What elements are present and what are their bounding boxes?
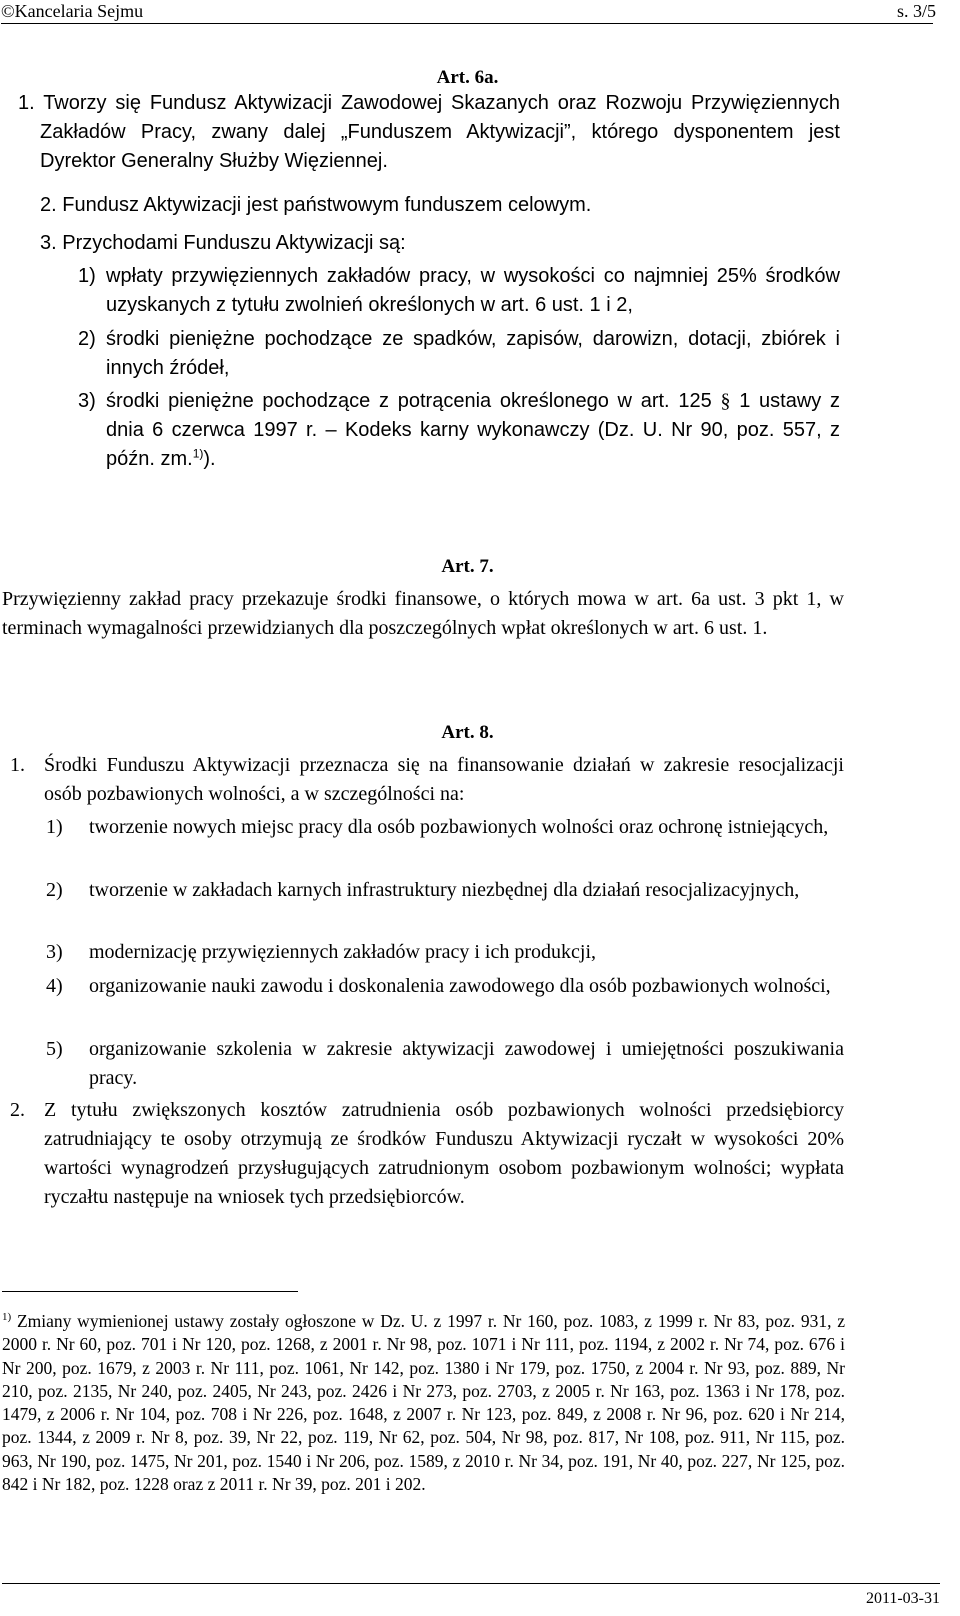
item-number: 2) [78, 328, 96, 350]
art-6a-paragraph-1: 1. Tworzy się Fundusz Aktywizacji Zawodowej Skazanych oraz Rozwoju Przywięziennych Zakładów Pracy, zwany dalej „Funduszem Aktywizacji”, którego dysponentem jest Dyrektor Generalny Służby Więziennej. [18, 92, 840, 172]
item-number: 4) [46, 975, 63, 997]
footnote-separator [2, 1291, 298, 1292]
art-8-item-1 [46, 813, 844, 842]
item-text-content: organizowanie nauki zawodu i doskonalenia zawodowego dla osób pozbawionych wolności, [89, 975, 831, 997]
footer-rule [2, 1583, 940, 1584]
item-text [78, 325, 840, 383]
paragraph-number: 1. [10, 754, 25, 776]
item-text-content: modernizację przywięziennych zakładów pracy i ich produkcji, [89, 941, 597, 963]
art-8-item-4 [46, 972, 844, 1001]
header-page-number: s. 3/5 [896, 1, 936, 21]
item-number: 1) [78, 265, 96, 287]
item-text-content: tworzenie w zakładach karnych infrastruktury niezbędnej dla działań resocjalizacyjnych, [89, 879, 800, 901]
item-text-content: środki pieniężne pochodzące ze spadków, zapisów, darowizn, dotacji, zbiórek i innych źródeł, [106, 328, 840, 379]
paragraph-text-content: Środki Funduszu Aktywizacji przeznacza się na finansowanie działań w zakresie resocjalizacji osób pozbawionych wolności, a w szczególności na: [44, 754, 844, 805]
art-8-heading: Art. 8. [441, 722, 494, 743]
item-text [46, 813, 844, 842]
art-6a-paragraph-2: 2. Fundusz Aktywizacji jest państwowym funduszem celowym. [40, 194, 592, 216]
item-number: 5) [46, 1038, 63, 1060]
item-text-content: tworzenie nowych miejsc pracy dla osób pozbawionych wolności oraz ochronę istniejących, [89, 816, 829, 838]
item-text-content: organizowanie szkolenia w zakresie aktywizacji zawodowej i umiejętności poszukiwania pracy. [89, 1038, 844, 1089]
page-header [0, 0, 960, 24]
paragraph-number: 2. [10, 1099, 25, 1121]
art-6a-paragraph-3: 3. Przychodami Funduszu Aktywizacji są: [40, 232, 406, 254]
art-8-item-2 [46, 876, 844, 905]
item-number: 3) [78, 390, 96, 412]
art-6a-item-3 [78, 387, 840, 474]
item-text-part-c: ). [203, 448, 216, 470]
item-text [46, 876, 844, 905]
art-6a-heading: Art. 6a. [436, 67, 499, 88]
item-number: 3) [46, 941, 63, 963]
art-7-heading: Art. 7. [441, 556, 494, 577]
item-text-part-b: 1 ustawy z dnia 6 czerwca 1997 r. – Kodeks karny wykonawczy (Dz. U. Nr 90, poz. 557, z późn. zm. [106, 390, 841, 470]
art-8-paragraph-1 [10, 751, 844, 809]
item-text [78, 387, 840, 474]
art-8-item-5 [46, 1035, 844, 1093]
footnote-text: Zmiany wymienionej ustawy zostały ogłoszone w Dz. U. z 1997 r. Nr 160, poz. 1083, z 1999 r. Nr 83, poz. 931, z 2000 r. Nr 60, poz. 701 i Nr 120, poz. 1268, z 2001 r. Nr 98, poz. 1071 i Nr 111, poz. 1194, z 2002 r. Nr 74, poz. 676 i Nr 200, poz. 1679, z 2003 r. Nr 111, poz. 1061, Nr 142, poz. 1380 i Nr 179, poz. 1750, z 2004 r. Nr 93, poz. 889, Nr 210, poz. 2135, Nr 240, poz. 2405, Nr 243, poz. 2426 i Nr 273, poz. 2703, z 2005 r. Nr 163, poz. 1363 i Nr 178, poz. 1479, z 2006 r. Nr 104, poz. 708 i Nr 226, poz. 1648, z 2007 r. Nr 123, poz. 849, z 2008 r. Nr 96, poz. 620 i Nr 214, poz. 1344, z 2009 r. Nr 8, poz. 39, Nr 22, poz. 119, Nr 62, poz. 504, Nr 98, poz. 817, Nr 108, poz. 911, Nr 115, poz. 963, Nr 190, poz. 1475, Nr 201, poz. 1540 i Nr 206, poz. 1589, z 2010 r. Nr 34, poz. 191, Nr 40, poz. 227, Nr 125, poz. 842 i Nr 182, poz. 1228 oraz z 2011 r. Nr 39, poz. 201 i 202. [2, 1311, 846, 1495]
footnote [2, 1310, 845, 1496]
footer-date: 2011-03-31 [865, 1590, 940, 1607]
art-8-paragraph-2 [10, 1096, 844, 1212]
item-text [46, 1035, 844, 1093]
paragraph-text-content: Z tytułu zwiększonych kosztów zatrudnienia osób pozbawionych wolności przedsiębiorcy zatrudniający te osoby otrzymują ze środków Funduszu Aktywizacji ryczałt w wysokości 20% wartości wynagrodzeń przysługujących zatrudnionym osobom pozbawionym wolności; wypłata ryczałtu następuje na wniosek tych przedsiębiorców. [44, 1099, 844, 1208]
paragraph-text [10, 1096, 844, 1212]
item-number: 2) [46, 879, 63, 901]
item-text [46, 972, 844, 1001]
item-number: 1) [46, 816, 63, 838]
art-6a-item-2 [78, 325, 840, 383]
paragraph-text [10, 751, 844, 809]
section-sign: § [720, 390, 731, 412]
item-text [46, 938, 844, 967]
item-text-content: wpłaty przywięziennych zakładów pracy, w wysokości co najmniej 25% środków uzyskanych z tytułu zwolnień określonych w art. 6 ust. 1 i 2, [106, 265, 840, 316]
footnote-marker: 1) [2, 1311, 12, 1324]
art-8-item-3 [46, 938, 844, 967]
art-6a-item-1 [78, 262, 840, 320]
item-text-part-a: środki pieniężne pochodzące z potrącenia określonego w art. 125 [106, 390, 712, 412]
footnote-reference[interactable]: 1) [192, 446, 204, 461]
item-text [78, 262, 840, 320]
header-publisher: ©Kancelaria Sejmu [1, 1, 144, 21]
header-rule [1, 23, 933, 24]
art-7-text: Przywięzienny zakład pracy przekazuje środki finansowe, o których mowa w art. 6a ust. 3 pkt 1, w terminach wymagalności przewidzianych dla poszczególnych wpłat określonych w art. 6 ust. 1. [2, 588, 844, 639]
